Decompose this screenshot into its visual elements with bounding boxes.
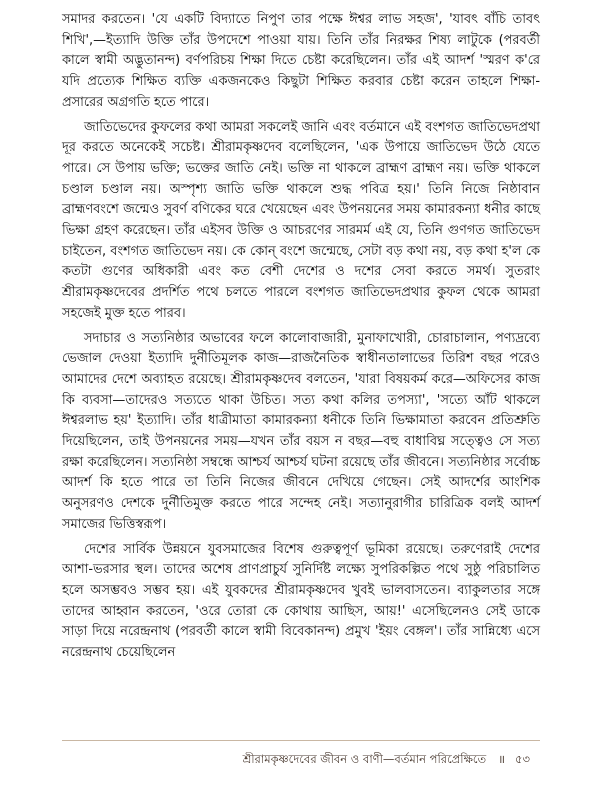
body-paragraph-4: দেশের সার্বিক উন্নয়নে যুবসমাজের বিশেষ গুরুত্বপূর্ণ ভূমিকা রয়েছে। তরুণেরাই দেশের আশা-ভরসার স্থল। তাদের অশেষ প্রাণপ্রাচুর্য সুনির্দিষ্ট লক্ষ্যে সুপরিকল্পিত পথে সুষ্ঠু পরিচালিত হলে অসম্ভবও সম্ভব হয়। এই যুবকদের শ্রীরামকৃষ্ণদেব খুবই ভালবাসতেন। ব্যাকুলতার সঙ্গে তাদের আহ্বান করতেন, 'ওরে তোরা কে কোথায় আছিস, আয়!' এসেছিলেনও সেই ডাকে সাড়া দিয়ে নরেন্দ্রনাথ (পরবর্তী কালে স্বামী বিবেকানন্দ) প্রমুখ 'ইয়ং বেঙ্গল'। তাঁর সান্নিধ্যে এসে নরেন্দ্রনাথ চেয়েছিলেন (62, 541, 540, 661)
page-number: ৫৩ (515, 752, 530, 766)
page-footer (243, 751, 530, 770)
footer-separator: ॥ (498, 752, 506, 766)
body-paragraph-3: সদাচার ও সত্যনিষ্ঠার অভাবের ফলে কালোবাজারী, মুনাফাখোরী, চোরাচালান, পণ্যদ্রব্যে ভেজাল দেওয়া ইত্যাদি দুর্নীতিমূলক কাজ—রাজনৈতিক স্বাধীনতালাভের তিরিশ বছর পরেও আমাদের দেশে অব্যাহত রয়েছে। শ্রীরামকৃষ্ণদেব বলতেন, 'যারা বিষয়কর্ম করে—অফিসের কাজ কি ব্যবসা—তাদেরও সত্যতে থাকা উচিত। সত্য কথা কলির তপস্যা', 'সত্যে আঁট থাকলে ঈশ্বরলাভ হয়' ইত্যাদি। তাঁর ধাত্রীমাতা কামারকন্যা ধনীকে তিনি ভিক্ষামাতা করবেন প্রতিশ্রুতি দিয়েছিলেন, তাই উপনয়নের সময়—যখন তাঁর বয়স ন বছর—বহু বাধাবিঘ্ন সত্ত্বেও সে সত্য রক্ষা করেছিলেন। সত্যনিষ্ঠা সম্বন্ধে আশ্চর্য আশ্চর্য ঘটনা রয়েছে তাঁর জীবনে। সত্যনিষ্ঠার সর্বোচ্চ আদর্শ কি হতে পারে তা তিনি নিজের জীবনে দেখিয়ে গেছেন। সেই আদর্শের আংশিক অনুসরণও দেশকে দুর্নীতিমুক্ত করতে পারে সন্দেহ নেই। সত্যানুরাগীর চারিত্রিক বলই আদর্শ সমাজের ভিত্তিস্বরূপ। (62, 330, 540, 532)
body-paragraph-2: জাতিভেদের কুফলের কথা আমরা সকলেই জানি এবং বর্তমানে এই বংশগত জাতিভেদপ্রথা দূর করতে অনেকেই সচেষ্ট। শ্রীরামকৃষ্ণদেব বলেছিলেন, 'এক উপায়ে জাতিভেদ উঠে যেতে পারে। সে উপায় ভক্তি; ভক্তের জাতি নেই। ভক্তি না থাকলে ব্রাহ্মণ ব্রাহ্মণ নয়। ভক্তি থাকলে চণ্ডাল চণ্ডাল নয়। অস্পৃশ্য জাতি ভক্তি থাকলে শুদ্ধ পবিত্র হয়।' তিনি নিজে নিষ্ঠাবান ব্রাহ্মণবংশে জন্মেও সুবর্ণ বণিকের ঘরে খেয়েছেন এবং উপনয়নের সময় কামারকন্যা ধনীর কাছে ভিক্ষা গ্রহণ করেছেন। তাঁর এইসব উক্তি ও আচরণের সারমর্ম এই যে, তিনি গুণগত জাতিভেদ চাইতেন, বংশগত জাতিভেদ নয়। কে কোন্ বংশে জন্মেছে, সেটা বড় কথা নয়, বড় কথা হ'ল কে কতটা গুণের অধিকারী এবং কত বেশী দেশের ও দশের সেবা করতে সমর্থ। সুতরাং শ্রীরামকৃষ্ণদেবের প্রদর্শিত পথে চলতে পারলে বংশগত জাতিভেদপ্রথার কুফল থেকে আমরা সহজেই মুক্ত হতে পারব। (62, 119, 540, 321)
running-title: শ্রীরামকৃষ্ণদেবের জীবন ও বাণী—বর্তমান পরিপ্রেক্ষিতে (242, 752, 487, 766)
footer-divider (62, 740, 540, 741)
body-paragraph-1: সমাদর করতেন। 'যে একটি বিদ্যাতে নিপুণ তার পক্ষে ঈশ্বর লাভ সহজ', 'যাবৎ বাঁচি তাবৎ শিখি',—ইত্যাদি উক্তি তাঁর উপদেশে পাওয়া যায়। তিনি তাঁর নিরক্ষর শিষ্য লাটুকে (পরবর্তী কালে স্বামী অদ্ভুতানন্দ) বর্ণপরিচয় শিক্ষা দিতে চেষ্টা করেছিলেন। তাঁর এই আদর্শ 'স্মরণ ক'রে যদি প্রত্যেক শিক্ষিত ব্যক্তি একজনকেও কিছুটা শিক্ষিত করবার চেষ্টা করেন তাহলে শিক্ষা-প্রসারের অগ্রগতি হতে পারে। (62, 12, 540, 110)
